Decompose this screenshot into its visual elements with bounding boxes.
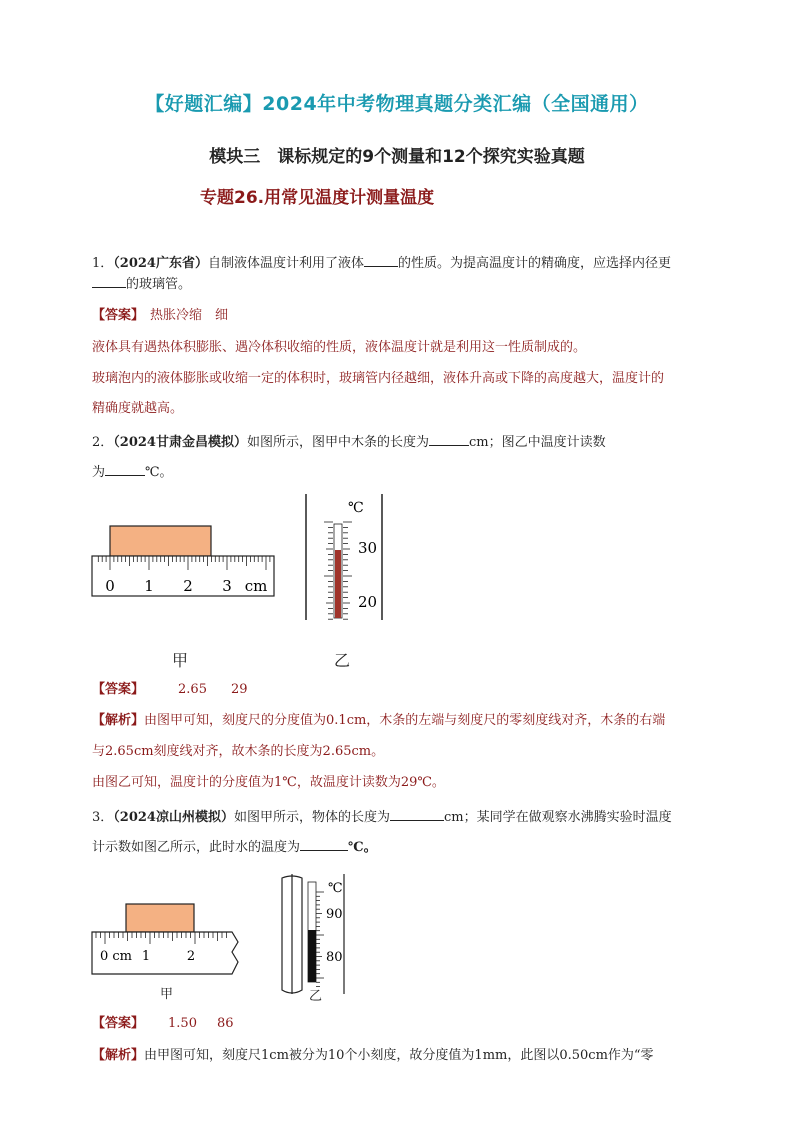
q2-analysis-text-1: 由图甲可知，刻度尺的分度值为0.1cm，木条的左端与刻度尺的零刻度线对齐，木条的右端 bbox=[144, 713, 666, 728]
q3-answer-label: 【答案】 bbox=[92, 1016, 145, 1031]
q2-text-a: 如图所示，图甲中木条的长度为 bbox=[246, 435, 429, 450]
q3-blank-2 bbox=[300, 836, 348, 851]
q3-answer bbox=[92, 1014, 234, 1034]
q2-answer-2: 29 bbox=[230, 682, 248, 697]
q3-source: （2024凉山州模拟） bbox=[113, 810, 234, 825]
mercury-column bbox=[335, 550, 341, 618]
q1-source: （2024广东省） bbox=[113, 256, 208, 271]
ruler-tick-3: 3 bbox=[222, 577, 232, 595]
q2-blank-1 bbox=[429, 431, 469, 446]
q3-text-d: ℃。 bbox=[348, 840, 377, 855]
q3-answer-2: 86 bbox=[216, 1016, 234, 1031]
q3-stem-line2 bbox=[92, 836, 377, 858]
module-title: 模块三 课标规定的9个测量和12个探究实验真题 bbox=[209, 147, 585, 167]
ruler-tick-1: 1 bbox=[141, 949, 151, 964]
q3-figure-a-label: 甲 bbox=[160, 987, 174, 1002]
q2-ruler-figure bbox=[88, 520, 278, 600]
q2-figure-a-label: 甲 bbox=[172, 651, 189, 670]
q1-number: 1． bbox=[92, 256, 114, 271]
q2-text-b: cm；图乙中温度计读数 bbox=[468, 435, 606, 450]
q2-blank-2 bbox=[105, 461, 145, 476]
q1-answer bbox=[92, 306, 228, 326]
q3-analysis-text-1: 由甲图可知，刻度尺1cm被分为10个小刻度，故分度值为1mm，此图以0.50cm作为“零 bbox=[144, 1048, 654, 1063]
q2-analysis-3: 由图乙可知，温度计的分度值为1℃，故温度计读数为29℃。 bbox=[92, 775, 445, 790]
q1-text-c: 的玻璃管。 bbox=[126, 277, 192, 292]
ruler-tick-2: 2 bbox=[186, 949, 196, 964]
q3-figure-b-label: 乙 bbox=[309, 989, 323, 1004]
q3-text-a: 如图甲所示，物体的长度为 bbox=[233, 810, 390, 825]
q2-stem-line2 bbox=[92, 461, 173, 483]
ruler-unit: cm bbox=[244, 577, 268, 595]
object-block bbox=[126, 904, 194, 932]
ruler-tick-0: 0 cm bbox=[100, 949, 133, 964]
q2-answer-1: 2.65 bbox=[178, 682, 207, 697]
thermometer-tick-80: 80 bbox=[326, 950, 343, 965]
q1-answer-label: 【答案】 bbox=[92, 308, 145, 323]
q1-text-b: 的性质。为提高温度计的精确度，应选择内径更 bbox=[397, 256, 671, 271]
q3-thermometer-figure bbox=[272, 872, 360, 1002]
thermometer-tick-90: 90 bbox=[326, 907, 343, 922]
liquid-column bbox=[308, 930, 316, 982]
q3-text-b: cm；某同学在做观察水沸腾实验时温度 bbox=[443, 810, 672, 825]
q2-answer bbox=[92, 680, 248, 700]
q1-answer-value: 热胀冷缩 细 bbox=[150, 308, 229, 323]
q2-text-c: 为 bbox=[92, 465, 106, 480]
q1-explanation-2: 玻璃泡内的液体膨胀或收缩一定的体积时，玻璃管内径越细，液体升高或下降的高度越大，温度计的 bbox=[92, 371, 665, 386]
q3-analysis-label: 【解析】 bbox=[92, 1048, 145, 1063]
q2-analysis-1 bbox=[92, 711, 665, 731]
q3-analysis-1 bbox=[92, 1046, 654, 1066]
q1-explanation-1: 液体具有遇热体积膨胀、遇冷体积收缩的性质，液体温度计就是利用这一性质制成的。 bbox=[92, 340, 587, 355]
thermometer-tick-20: 20 bbox=[358, 593, 378, 611]
thermometer-unit: ℃ bbox=[348, 500, 364, 516]
q1-stem-line1 bbox=[92, 252, 671, 274]
q1-blank-2 bbox=[92, 273, 126, 288]
wood-block bbox=[110, 526, 211, 556]
document-title: 【好题汇编】2024年中考物理真题分类汇编（全国通用） bbox=[145, 93, 649, 115]
q2-answer-label: 【答案】 bbox=[92, 682, 145, 697]
thermometer-tick-30: 30 bbox=[358, 539, 378, 557]
q3-answer-1: 1.50 bbox=[168, 1016, 197, 1031]
q2-figure-b-label: 乙 bbox=[334, 651, 351, 670]
q1-text-a: 自制液体温度计利用了液体 bbox=[207, 256, 364, 271]
ruler-tick-2: 2 bbox=[183, 577, 193, 595]
ruler-tick-1: 1 bbox=[144, 577, 154, 595]
q1-stem-line2 bbox=[92, 273, 191, 295]
q2-text-d: ℃。 bbox=[145, 465, 173, 480]
q3-blank-1 bbox=[390, 806, 444, 821]
ruler-tick-0: 0 bbox=[105, 577, 115, 595]
q1-blank-1 bbox=[364, 252, 398, 267]
q3-number: 3． bbox=[92, 810, 114, 825]
q2-thermometer-figure bbox=[300, 492, 392, 622]
q2-stem-line1 bbox=[92, 431, 606, 453]
q2-source: （2024甘肃金昌模拟） bbox=[113, 435, 247, 450]
topic-title: 专题26.用常见温度计测量温度 bbox=[200, 188, 435, 208]
q2-number: 2． bbox=[92, 435, 114, 450]
q1-explanation-3: 精确度就越高。 bbox=[92, 401, 184, 416]
q3-text-c: 计示数如图乙所示，此时水的温度为 bbox=[92, 840, 301, 855]
thermometer-unit: ℃ bbox=[328, 881, 343, 896]
q3-ruler-figure bbox=[90, 902, 242, 980]
q3-stem-line1 bbox=[92, 806, 672, 828]
q2-analysis-2: 与2.65cm刻度线对齐，故木条的长度为2.65cm。 bbox=[92, 744, 385, 759]
q2-analysis-label: 【解析】 bbox=[92, 713, 145, 728]
